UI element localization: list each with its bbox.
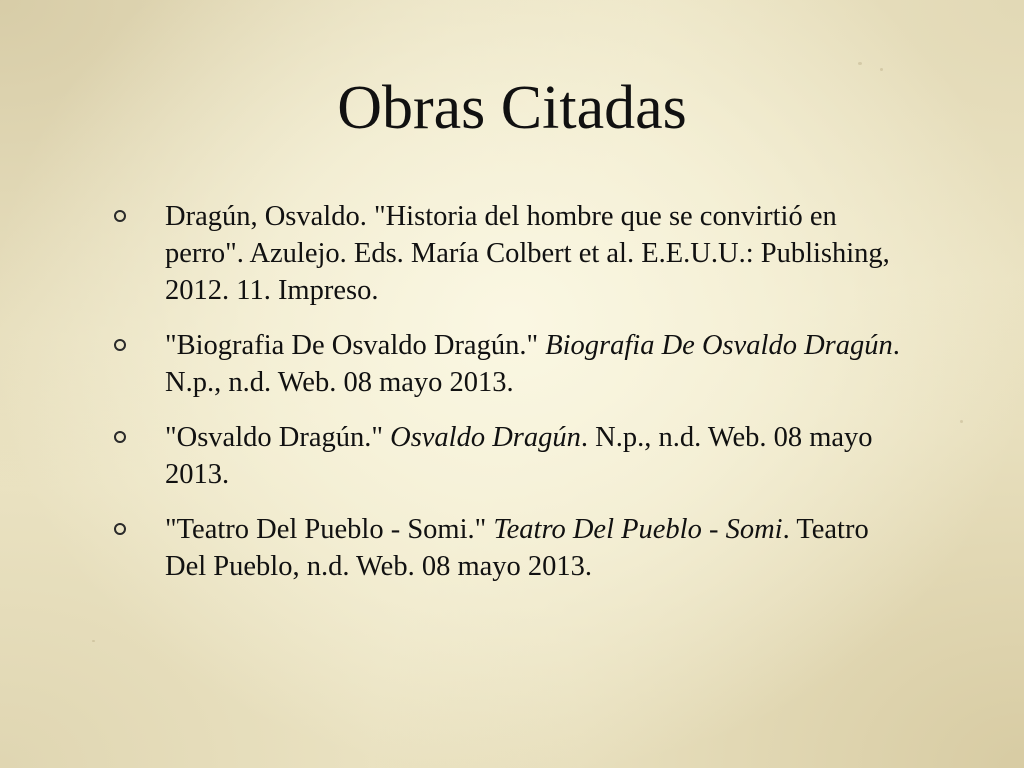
paper-speck	[858, 62, 862, 65]
citation-text-part: "Biografia De Osvaldo Dragún."	[165, 330, 546, 361]
citation-text-part: "Teatro Del Pueblo - Somi."	[165, 514, 494, 545]
hollow-circle-icon	[114, 431, 126, 443]
hollow-circle-icon	[114, 339, 126, 351]
paper-speck	[92, 640, 95, 642]
hollow-circle-icon	[114, 210, 126, 222]
citation-text-part: . N.p., n.d. Web. 08 mayo 2013.	[165, 330, 900, 398]
citation-text	[165, 422, 873, 490]
citation-item	[114, 511, 904, 585]
citation-source-title: Osvaldo Dragún	[390, 422, 581, 453]
citation-item	[114, 198, 904, 309]
citation-text	[165, 330, 900, 398]
citation-text-part: Dragún, Osvaldo. "Historia del hombre que se convirtió en perro". Azulejo. Eds. María Colbert et al. E.E.U.U.: Publishing, 2012. 11. Impreso.	[165, 201, 890, 306]
citation-text-part: . N.p., n.d. Web. 08 mayo 2013.	[165, 422, 873, 490]
citation-text	[165, 201, 890, 306]
citation-source-title: Teatro Del Pueblo - Somi	[493, 514, 783, 545]
citation-text	[165, 514, 869, 582]
citation-item	[114, 327, 904, 401]
paper-speck	[960, 420, 963, 423]
citation-text-part: "Osvaldo Dragún."	[165, 422, 391, 453]
citation-text-part: . Teatro Del Pueblo, n.d. Web. 08 mayo 2013.	[165, 514, 869, 582]
citation-item	[114, 419, 904, 493]
citation-list	[114, 198, 904, 603]
citation-source-title: Biografia De Osvaldo Dragún	[545, 330, 893, 361]
hollow-circle-icon	[114, 523, 126, 535]
slide-title: Obras Citadas	[337, 74, 687, 142]
